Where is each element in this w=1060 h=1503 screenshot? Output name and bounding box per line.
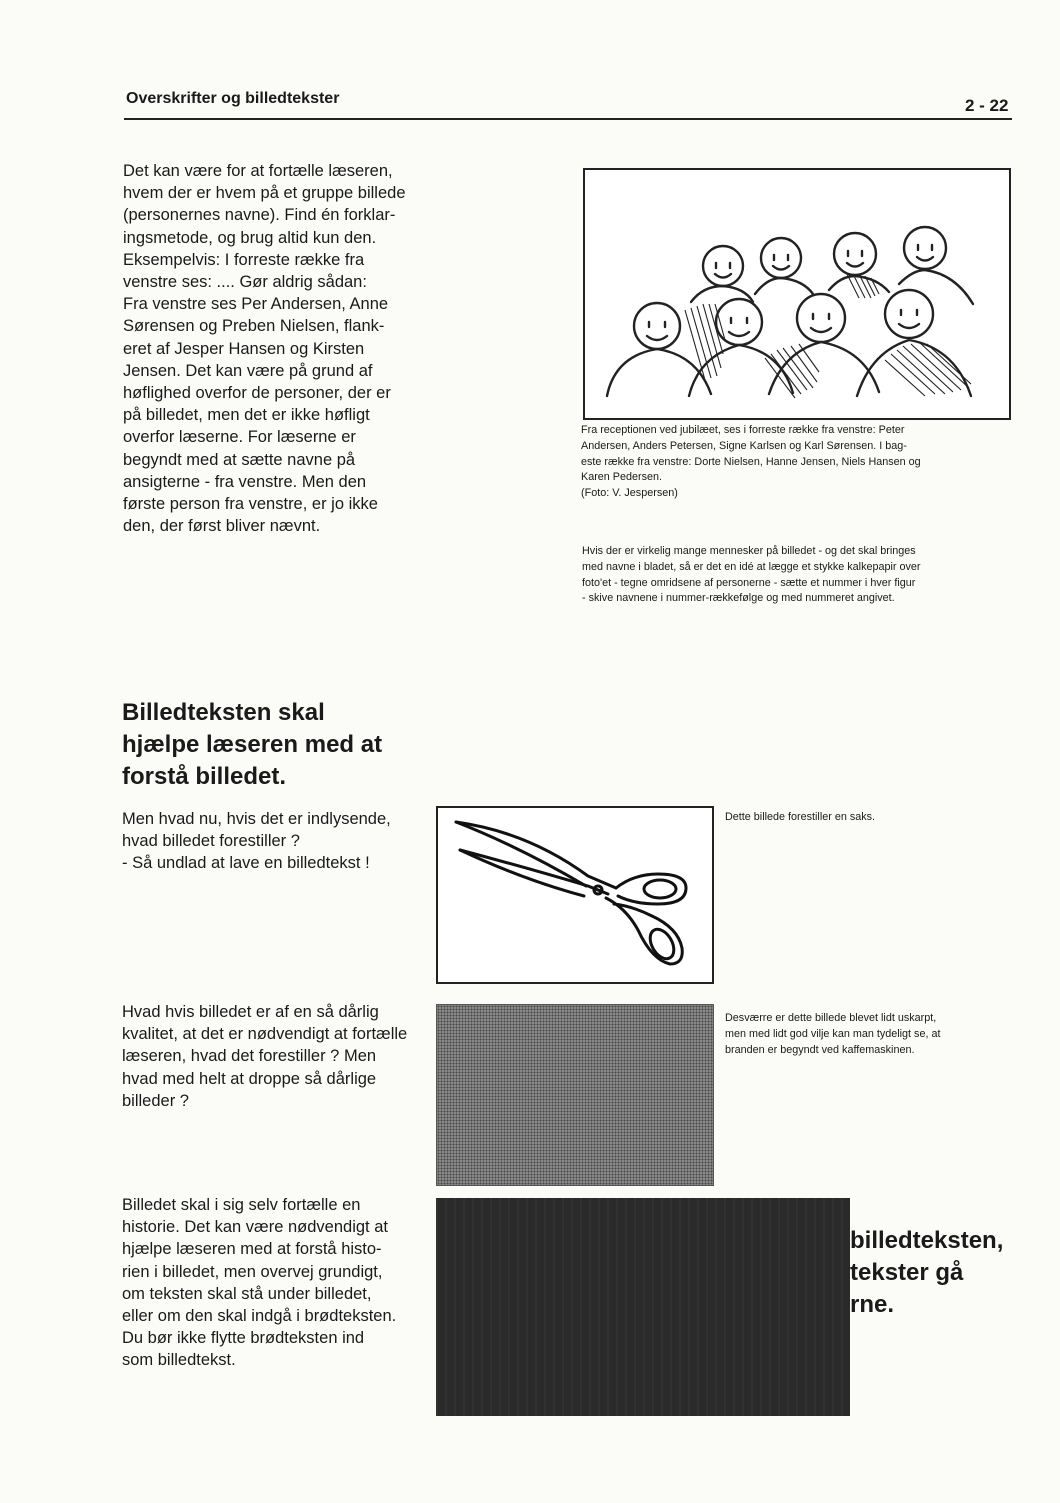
blurry-photo-caption: Desværre er dette billede blevet lidt uskarpt, men med lidt god vilje kan man tydeligt se, at branden er begyndt ved kaffemaskinen.: [725, 1012, 941, 1056]
group-photo-drawing: [585, 170, 1009, 418]
page-number: 2 - 22: [965, 96, 1009, 115]
story-paragraph: Billedet skal i sig selv fortælle en historie. Det kan være nødvendigt at hjælpe læseren med at forstå histo- rien i billedet, men overvej grundigt, om teksten skal stå under billedet, eller om den skal indgå i brødteksten. Du bør ikke flytte brødteksten ind som billedtekst.: [122, 1196, 397, 1370]
group-photo: [583, 168, 1011, 420]
tracing-paper-note: Hvis der er virkelig mange mennesker på billedet - og det skal bringes med navne i bladet, så er det en idé at lægge et stykke kalkepapir over foto'et - tegne omridsene af personerne - sætte et nummer i hver figur - skive navnene i nummer-rækkefølge og med nummeret angivet.: [582, 545, 921, 605]
section-heading: Billedteksten skal hjælpe læseren med at forstå billedet.: [122, 699, 383, 790]
blurry-photo: [436, 1004, 714, 1186]
scissors-paragraph: Men hvad nu, hvis det er indlysende, hvad billedet forestiller ? - Så undlad at lave en billedtekst !: [122, 810, 391, 873]
group-photo-caption: Fra receptionen ved jubilæet, ses i forreste række fra venstre: Peter Andersen, Anders Petersen, Signe Karlsen og Karl Sørensen. I bag- este række fra venstre: Dorte Nielsen, Hanne Jensen, Niels Hansen og Karen Pedersen. (Foto: V. Jespersen): [581, 424, 921, 500]
running-header-title: Overskrifter og billedtekster: [126, 90, 340, 107]
scissors-caption: Dette billede forestiller en saks.: [725, 811, 876, 823]
group-photo-paragraph: Det kan være for at fortælle læseren, hvem der er hvem på et gruppe billede (personernes navne). Find én forklar- ingsmetode, og brug altid kun den. Eksempelvis: I forreste række fra venstre ses: .... Gør aldrig sådan: Fra venstre ses Per Andersen, Anne Sørensen og Preben Nielsen, flank- eret af Jesper Hansen og Kirsten Jensen. Det kan være på grund af høflighed overfor de personer, der er på billedet, men det er ikke høfligt overfor læserne. For læserne er begyndt med at sætte navne på ansigterne - fra venstre. Men den første person fra venstre, er jo ikke den, der først bliver nævnt.: [123, 162, 406, 536]
overlapping-heading-fragment: billedteksten, tekster gå rne.: [850, 1227, 1004, 1318]
header-rule: [124, 118, 1012, 120]
scissors-image: [436, 806, 714, 984]
hatching: [685, 274, 971, 398]
dark-photo: [436, 1198, 850, 1416]
blurry-photo-paragraph: Hvad hvis billedet er af en så dårlig kvalitet, at det er nødvendigt at fortælle læseren, hvad det forestiller ? Men hvad med helt at droppe så dårlige billeder ?: [122, 1003, 408, 1110]
scissors-icon: [438, 808, 712, 982]
